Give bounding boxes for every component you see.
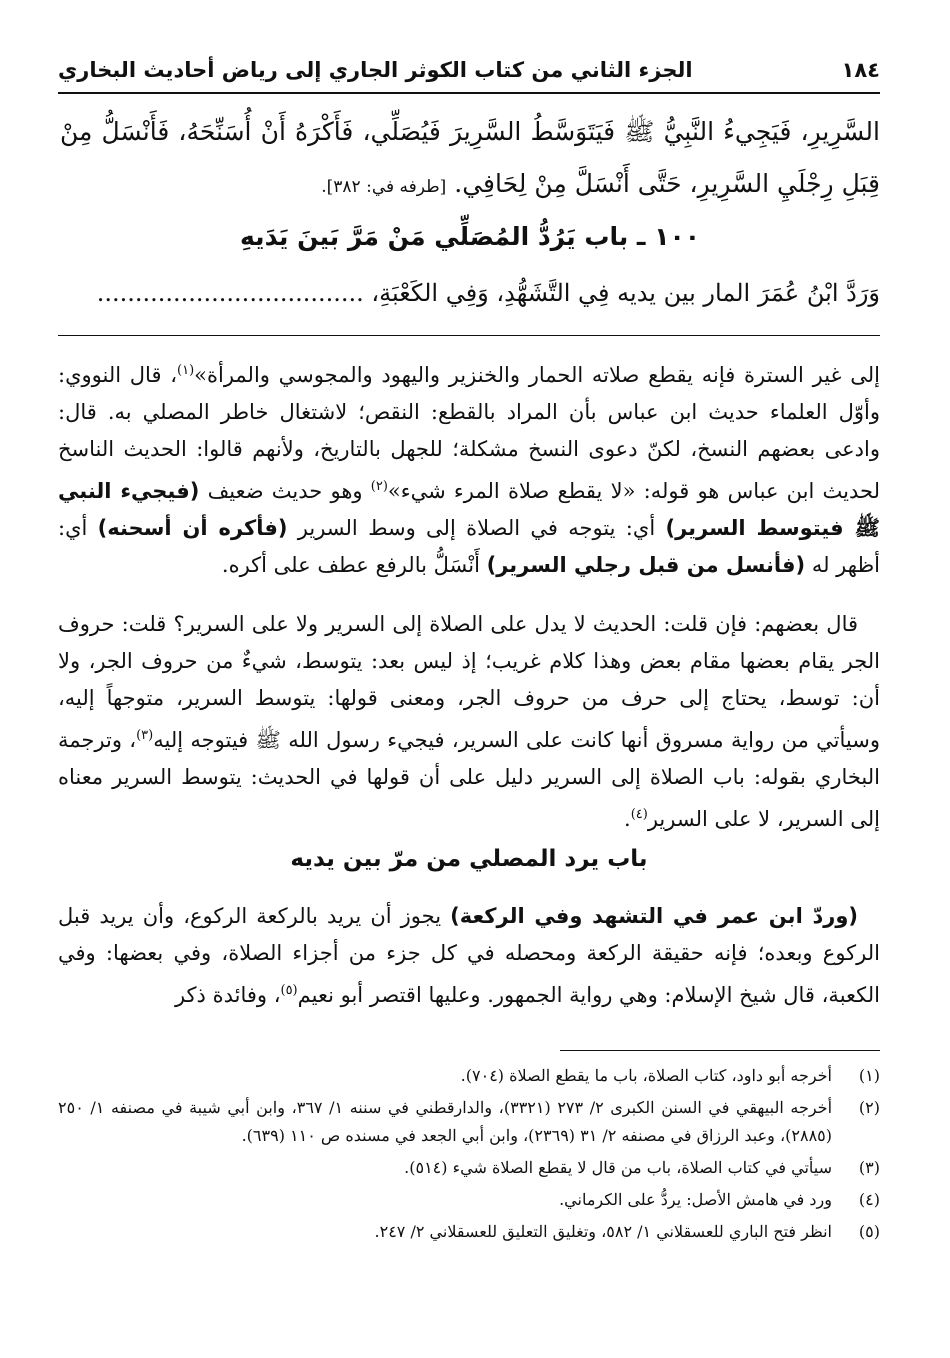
commentary-paragraph-2 xyxy=(58,606,880,838)
commentary-paragraph-1 xyxy=(58,352,880,584)
footnote xyxy=(58,1062,880,1090)
footnote-text: أخرجه البيهقي في السنن الكبرى ٢/ ٢٧٣ (٣٣٢١)، والدارقطني في سننه ١/ ٣٦٧، وابن أبي شيبة في مصنفه ١/ ٢٥٠ (٢٨٨٥)، وعبد الرزاق في مصنفه ٢/ ٣١ (٢٣٦٩)، وابن أبي الجعد في مسنده ص ١١٠ (٦٣٩). xyxy=(58,1098,833,1145)
footnote-text: ورد في هامش الأصل: يردُّ على الكرماني. xyxy=(559,1190,832,1209)
quoted-phrase: (وردّ ابن عمر في التشهد وفي الركعة) xyxy=(450,904,858,928)
footnote-number: (٣) xyxy=(858,1158,880,1177)
footnote xyxy=(58,1186,880,1214)
text-run: إلى غير السترة فإنه يقطع صلاته الحمار والخنزير واليهود والمجوسي والمرأة» xyxy=(194,363,880,387)
text-run: يجوز أن يريد بالركعة الركوع، وأن يريد قبل الركوع وبعده؛ فإنه حقيقة الركعة ومحصله في كل جزء من أجزاء الصلاة، وفي بعضها: وفي الكعبة، قال شيخ الإسلام: وهي رواية الجمهور. وعليها اقتصر أبو نعيم xyxy=(58,904,880,1007)
quoted-phrase: (فأكره أن أسحنه) xyxy=(97,516,288,540)
text-run: ، قال النووي: وأوّل العلماء حديث ابن عباس بأن المراد بالقطع: النقص؛ لاشتغال خاطر المصلي به. قال: وادعى بعضهم النسخ، لكنّ دعوى النسخ مشكلة؛ للجهل بالتاريخ، ولأنهم قالوا: الحديث الناسخ لحديث ابن عباس هو قوله: «لا يقطع صلاة المرء شيء» xyxy=(58,363,880,503)
hadith-cross-reference: [طرفه في: ٣٨٢]. xyxy=(321,177,447,197)
text-run: أي: أظهر له xyxy=(58,516,880,577)
running-header xyxy=(58,52,880,88)
quoted-phrase: (فيجيء النبي ﷺ فيتوسط السرير) xyxy=(58,479,880,540)
text-run: قال بعضهم: فإن قلت: الحديث لا يدل على الصلاة إلى السرير ولا على السرير؟ قلت: حروف الجر يقام بعضها مقام بعض وهذا كلام غريب؛ إذ ليس بعد: يتوسط، شيءٌ من حروف الجر، ولا أن: توسط، يحتاج إلى حرف من حروف الجر، ومعنى قولها: يتوسط السرير، متوجهاً إليه، وسيأتي من رواية مسروق أنها كانت على السرير، فيجيء رسول الله ﷺ فيتوجه إليه xyxy=(58,612,880,752)
tarjama-text: وَرَدَّ ابْنُ عُمَرَ المار بين يديه فِي التَّشَهُّدِ، وَفِي الكَعْبَةِ، xyxy=(371,279,880,307)
footnote-number: (١) xyxy=(858,1066,880,1085)
commentary-paragraph-3 xyxy=(58,898,880,1014)
text-run: أَنْسَلُّ بالرفع عطف على أكره. xyxy=(221,553,487,577)
text-run: أي: يتوجه في الصلاة إلى وسط السرير xyxy=(287,516,666,540)
chapter-heading: ١٠٠ ـ باب يَرُدُّ المُصَلِّي مَنْ مَرَّ بَينَ يَدَيهِ xyxy=(240,222,700,251)
chapter-tarjama xyxy=(60,268,880,318)
header-divider xyxy=(58,92,880,94)
hadith-body: السَّرِيرِ، فَيَجِيءُ النَّبِيُّ ﷺ فَيَتَوَسَّطُ السَّرِيرَ فَيُصَلِّي، فَأَكْرَهُ أَنْ أُسَنِّحَهُ، فَأَنْسَلُّ مِنْ قِبَلِ رِجْلَيِ السَّرِيرِ، حَتَّى أَنْسَلَّ مِنْ لِحَافِي. xyxy=(60,117,880,198)
footnote-marker[interactable]: (٥) xyxy=(280,983,298,998)
footnotes xyxy=(58,1062,880,1250)
footnote xyxy=(58,1094,880,1150)
footnote-marker[interactable]: (١) xyxy=(177,363,195,378)
footnote-marker[interactable]: (٣) xyxy=(136,728,154,743)
section-divider xyxy=(58,335,880,336)
text-run: ، وفائدة ذكر xyxy=(174,983,281,1007)
text-run: وهو حديث ضعيف xyxy=(199,479,371,503)
footnote-text: سيأتي في كتاب الصلاة، باب من قال لا يقطع الصلاة شيء (٥١٤). xyxy=(404,1158,832,1177)
footnote-marker[interactable]: (٤) xyxy=(630,807,648,822)
footnote-number: (٥) xyxy=(858,1222,880,1241)
running-title: الجزء الثاني من كتاب الكوثر الجاري إلى رياض أحاديث البخاري xyxy=(58,58,693,82)
footnote-number: (٢) xyxy=(858,1098,880,1117)
quoted-phrase: (فأنسل من قبل رجلي السرير) xyxy=(486,553,806,577)
footnote-divider xyxy=(560,1050,880,1051)
footnote-text: أخرجه أبو داود، كتاب الصلاة، باب ما يقطع الصلاة (٧٠٤). xyxy=(460,1066,832,1085)
page-number: ١٨٤ xyxy=(841,58,880,82)
footnote-number: (٤) xyxy=(858,1190,880,1209)
hadith-text xyxy=(60,106,880,213)
tarjama-ellipsis: ................................... xyxy=(96,279,364,307)
footnote xyxy=(58,1218,880,1246)
commentary-heading: باب يرد المصلي من مرّ بين يديه xyxy=(290,846,648,872)
footnote-text: انظر فتح الباري للعسقلاني ١/ ٥٨٢، وتغليق التعليق للعسقلاني ٢/ ٢٤٧. xyxy=(374,1222,832,1241)
footnote-marker[interactable]: (٢) xyxy=(370,479,388,494)
footnote xyxy=(58,1154,880,1182)
text-run: . xyxy=(624,807,631,831)
text-run: ، وترجمة البخاري بقوله: باب الصلاة إلى السرير دليل على أن قولها في الحديث: يتوسط السرير معناه إلى السرير، لا على السرير xyxy=(58,728,881,831)
